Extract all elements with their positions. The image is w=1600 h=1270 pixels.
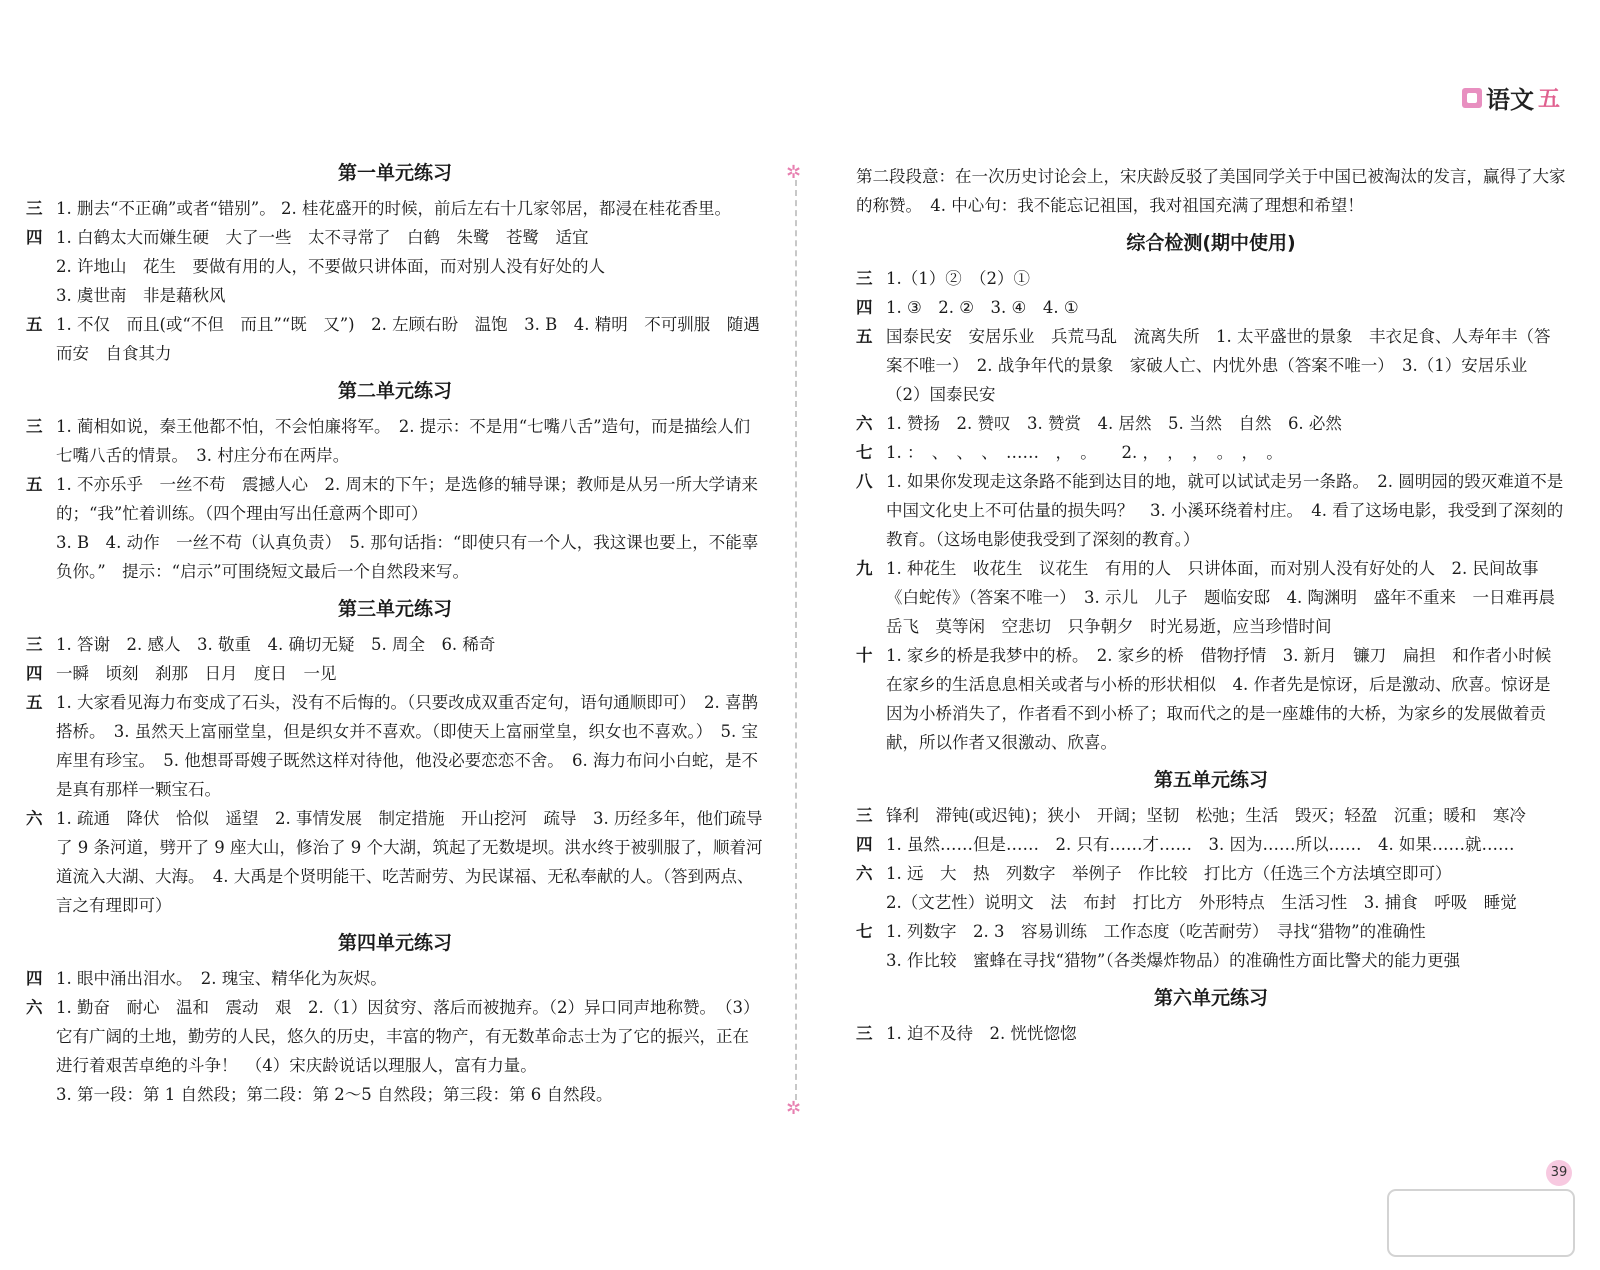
answer-body <box>886 322 1566 409</box>
question-item <box>26 412 764 470</box>
answer-line: 1. 勤奋 耐心 温和 震动 艰 2.（1）因贫穷、落后而被抛弃。（2）异口同声地称赞。 （3）它有广阔的土地，勤劳的人民，悠久的历史，丰富的物产，有无数革命志士为了它的振兴，正在进行着艰苦卓绝的斗争！ （4）宋庆龄说话以理服人，富有力量。 <box>56 998 760 1075</box>
answer-line: 国泰民安 安居乐业 兵荒马乱 流离失所 1. 太平盛世的景象 丰衣足食、人寿年丰（答案不唯一） 2. 战争年代的景象 家破人亡、内忧外患（答案不唯一） 3.（1）安居乐业 （2）国泰民安 <box>886 327 1551 404</box>
answer-body <box>886 293 1566 322</box>
answer-body <box>56 194 764 223</box>
question-number: 六 <box>26 809 43 828</box>
answer-line: 1. 家乡的桥是我梦中的桥。 2. 家乡的桥 借物抒情 3. 新月 镰刀 扁担 和作者小时候在家乡的生活息息相关或者与小桥的形状相似 4. 作者先是惊讶，后是激动、欣喜。惊讶是因为小桥消失了，作者看不到小桥了；取而代之的是一座雄伟的大桥，为家乡的发展做着贡献，所以作者又很激动、欣喜。 <box>886 646 1552 752</box>
question-number: 八 <box>856 472 873 491</box>
answer-line: 锋利 滞钝(或迟钝)；狭小 开阔；坚韧 松弛；生活 毁灭；轻盈 沉重；暖和 寒冷 <box>886 806 1526 825</box>
badge-icon <box>1462 88 1482 108</box>
question-number: 三 <box>26 635 43 654</box>
question-number: 六 <box>26 998 43 1017</box>
question-number: 三 <box>856 269 873 288</box>
question-item <box>856 830 1566 859</box>
answer-body <box>886 1019 1566 1048</box>
question-number: 九 <box>856 559 873 578</box>
question-item <box>856 859 1566 917</box>
answer-body <box>56 804 764 920</box>
answer-body <box>886 554 1572 641</box>
question-number: 三 <box>856 806 873 825</box>
answer-body <box>886 917 1566 975</box>
answer-line: 3. 虞世南 非是藉秋风 <box>56 286 226 305</box>
star-ornament-icon: ✲ <box>786 162 802 183</box>
question-item <box>26 804 764 920</box>
question-item <box>856 409 1566 438</box>
question-item <box>26 993 764 1109</box>
section-title: 第一单元练习 <box>337 162 452 184</box>
answer-line: 3. 作比较 蜜蜂在寻找“猎物”（各类爆炸物品）的准确性方面比警犬的能力更强 <box>886 951 1461 970</box>
question-number: 三 <box>26 417 43 436</box>
continuation-paragraph: 第二段段意：在一次历史讨论会上，宋庆龄反驳了美国同学关于中国已被淘汰的发言，赢得了大家的称赞。 4. 中心句：我不能忘记祖国，我对祖国充满了理想和希望！ <box>856 167 1566 215</box>
answer-line: 1. 不亦乐乎 一丝不苟 震撼人心 2. 周末的下午；是选修的辅导课；教师是从另一所大学请来的；“我”忙着训练。（四个理由写出任意两个即可） <box>56 475 758 523</box>
question-number: 三 <box>26 199 43 218</box>
answer-body <box>886 438 1566 467</box>
question-item <box>26 964 764 993</box>
answer-line: 1. 迫不及待 2. 恍恍惚惚 <box>886 1024 1077 1043</box>
answer-body <box>56 630 764 659</box>
answer-body <box>56 964 764 993</box>
answer-line: 1. 答谢 2. 感人 3. 敬重 4. 确切无疑 5. 周全 6. 稀奇 <box>56 635 496 654</box>
answer-line: 1. 白鹤太大而嫌生硬 大了一些 太不寻常了 白鹤 朱鹭 苍鹭 适宜 <box>56 228 589 247</box>
answer-line: 1. 如果你发现走这条路不能到达目的地，就可以试试走另一条路。 2. 圆明园的毁灭难道不是中国文化史上不可估量的损失吗？ 3. 小溪环绕着村庄。 4. 看了这场电影，我受到了深刻的教育。（这场电影使我受到了深刻的教育。） <box>886 472 1564 549</box>
answer-body <box>56 659 764 688</box>
left-column <box>26 160 764 1109</box>
watermark-logo <box>1386 1188 1576 1258</box>
question-item <box>26 310 764 368</box>
subject-title: 语文 <box>1485 86 1534 114</box>
star-ornament-icon: ✲ <box>786 1098 802 1119</box>
question-number: 四 <box>856 298 873 317</box>
answer-line: 1.（1）② （2）① <box>886 269 1030 288</box>
answer-line: 1. 赞扬 2. 赞叹 3. 赞赏 4. 居然 5. 当然 自然 6. 必然 <box>886 414 1342 433</box>
question-item <box>26 470 764 586</box>
answer-line: 1. 蔺相如说，秦王他都不怕，不会怕廉将军。 2. 提示：不是用“七嘴八舌”造句，而是描绘人们七嘴八舌的情景。 3. 村庄分布在两岸。 <box>56 417 751 465</box>
answer-body <box>56 412 764 470</box>
answer-body <box>56 470 764 586</box>
column-divider <box>795 180 797 1100</box>
answer-body <box>56 310 764 368</box>
answer-line: 1. 眼中涌出泪水。 2. 瑰宝、精华化为灰烬。 <box>56 969 387 988</box>
answer-line: 1. 删去“不正确”或者“错别”。 2. 桂花盛开的时候，前后左右十几家邻居，都浸在桂花香里。 <box>56 199 731 218</box>
answer-body <box>886 859 1566 917</box>
question-item <box>856 438 1566 467</box>
grade-label: 五 <box>1537 87 1560 112</box>
answer-line: 1. 列数字 2. 3 容易训练 工作态度（吃苦耐劳） 寻找“猎物”的准确性 <box>886 922 1426 941</box>
question-item <box>856 293 1566 322</box>
question-number: 四 <box>856 835 873 854</box>
answer-line: 2. 许地山 花生 要做有用的人，不要做只讲体面，而对别人没有好处的人 <box>56 257 605 276</box>
question-number: 六 <box>856 864 873 883</box>
answer-body <box>886 830 1566 859</box>
question-item <box>856 264 1566 293</box>
answer-line: 1. 疏通 降伏 恰似 遥望 2. 事情发展 制定措施 开山挖河 疏导 3. 历经多年，他们疏导了 9 条河道，劈开了 9 座大山，修治了 9 个大湖，筑起了无数堤坝。洪水终于被驯服了，顺着河道流入大湖、大海。 4. 大禹是个贤明能干、吃苦耐劳、为民谋福、无私奉献的人。（答到两点、言之有理即可） <box>56 809 763 915</box>
question-number: 四 <box>26 664 43 683</box>
answer-body <box>56 223 764 310</box>
question-number: 五 <box>856 327 873 346</box>
question-item <box>856 917 1566 975</box>
answer-line: 3. B 4. 动作 一丝不苟（认真负责） 5. 那句话指：“即使只有一个人，我这课也要上，不能辜负你。” 提示：“启示”可围绕短文最后一个自然段来写。 <box>56 533 759 581</box>
answer-body <box>886 409 1566 438</box>
question-number: 四 <box>26 969 43 988</box>
question-number: 七 <box>856 922 873 941</box>
section-title: 第四单元练习 <box>337 932 452 954</box>
answer-line: 1. 远 大 热 列数字 举例子 作比较 打比方（任选三个方法填空即可） <box>886 864 1452 883</box>
question-item <box>856 467 1566 554</box>
section-title: 第六单元练习 <box>1153 987 1268 1009</box>
answer-line: 一瞬 顷刻 刹那 日月 度日 一见 <box>56 664 337 683</box>
answer-line: 2.（文艺性）说明文 法 布封 打比方 外形特点 生活习性 3. 捕食 呼吸 睡觉 <box>886 893 1517 912</box>
answer-line: 1. 种花生 收花生 议花生 有用的人 只讲体面，而对别人没有好处的人 2. 民间故事 《白蛇传》（答案不唯一） 3. 示儿 儿子 题临安邸 4. 陶渊明 盛年不重来 一日难再晨 岳飞 莫等闲 空悲切 只争朝夕 时光易逝，应当珍惜时间 <box>886 559 1572 636</box>
question-number: 七 <box>856 443 873 462</box>
answer-line: 1. 不仅 而且(或“不但 而且”“既 又”) 2. 左顾右盼 温饱 3. B 4. 精明 不可驯服 随遇而安 自食其力 <box>56 315 760 363</box>
answer-body <box>886 641 1566 757</box>
answer-line: 3. 第一段：第 1 自然段；第二段：第 2～5 自然段；第三段：第 6 自然段。 <box>56 1085 613 1104</box>
question-number: 六 <box>856 414 873 433</box>
answer-line: 1. 大家看见海力布变成了石头，没有不后悔的。（只要改成双重否定句，语句通顺即可） 2. 喜鹊搭桥。 3. 虽然天上富丽堂皇，但是织女并不喜欢。（即使天上富丽堂皇，织女也不喜欢。） 5. 宝库里有珍宝。 5. 他想哥哥嫂子既然这样对待他，他没必要恋恋不舍。 6. 海力布问小白蛇，是不是真有那样一颗宝石。 <box>56 693 758 799</box>
question-item <box>26 688 764 804</box>
question-item <box>26 630 764 659</box>
question-item <box>856 554 1572 641</box>
question-number: 三 <box>856 1024 873 1043</box>
section-title: 第五单元练习 <box>1153 769 1268 791</box>
question-number: 五 <box>26 315 43 334</box>
answer-body <box>56 993 764 1109</box>
question-number: 五 <box>26 693 43 712</box>
question-item <box>856 801 1566 830</box>
answer-body <box>886 467 1566 554</box>
question-number: 十 <box>856 646 873 665</box>
subject-badge <box>1462 80 1560 115</box>
question-number: 四 <box>26 228 43 247</box>
question-item <box>856 1019 1566 1048</box>
section-title: 第三单元练习 <box>337 598 452 620</box>
question-item <box>26 194 764 223</box>
section-title: 综合检测(期中使用) <box>1126 232 1296 254</box>
question-number: 五 <box>26 475 43 494</box>
answer-line: 1. ： 、 、 、 …… ， 。 2. ， ， ， 。 ， 。 <box>886 443 1283 462</box>
question-item <box>26 223 764 310</box>
answer-line: 1. 虽然……但是…… 2. 只有……才…… 3. 因为……所以…… 4. 如果……就…… <box>886 835 1515 854</box>
question-item <box>856 641 1566 757</box>
page-number: 39 <box>1546 1160 1572 1186</box>
answer-line: 1. ③ 2. ② 3. ④ 4. ① <box>886 298 1079 317</box>
question-item <box>26 659 764 688</box>
section-title: 第二单元练习 <box>337 380 452 402</box>
question-item <box>856 322 1566 409</box>
answer-body <box>886 801 1566 830</box>
right-column <box>856 162 1572 1048</box>
answer-body <box>56 688 764 804</box>
answer-body <box>886 264 1566 293</box>
